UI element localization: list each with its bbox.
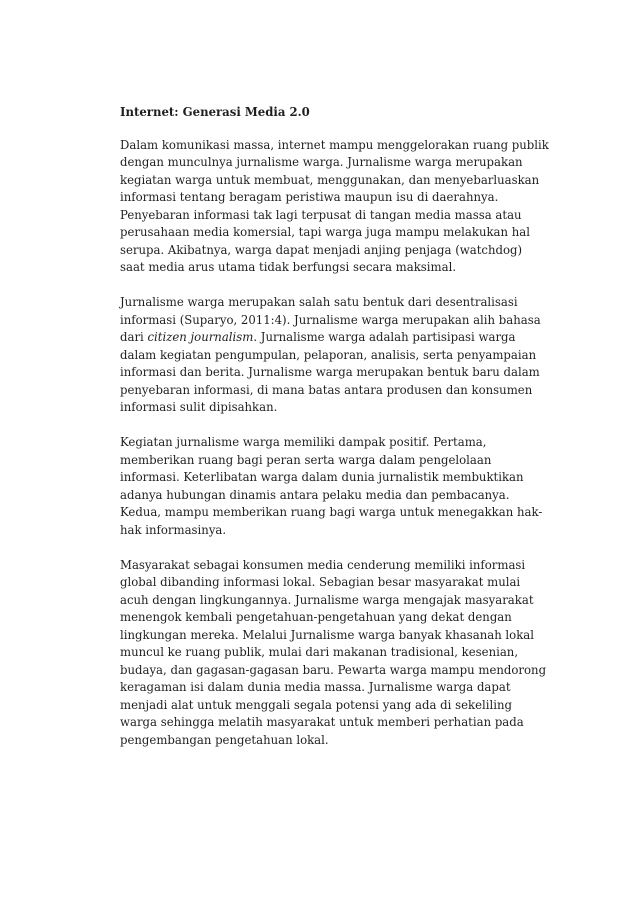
paragraph-2	[120, 294, 550, 417]
paragraph-2-text-before: Jurnalisme warga merupakan salah satu bentuk dari desentralisasi informasi (Suparyo, 2011:4). Jurnalisme warga merupakan alih bahasa dari	[120, 295, 541, 344]
document-body	[120, 104, 550, 767]
document-title: Internet: Generasi Media 2.0	[120, 105, 310, 119]
paragraph-4: Masyarakat sebagai konsumen media cenderung memiliki informasi global dibanding informasi lokal. Sebagian besar masyarakat mulai acuh dengan lingkungannya. Jurnalisme warga mengajak masyarakat menengok kembali pengetahuan-pengetahuan yang dekat dengan lingkungan mereka. Melalui Jurnalisme warga banyak khasanah lokal muncul ke ruang publik, mulai dari makanan tradisional, kesenian, budaya, dan gagasan-gagasan baru. Pewarta warga mampu mendorong keragaman isi dalam dunia media massa. Jurnalisme warga dapat menjadi alat untuk menggali segala potensi yang ada di sekeliling warga sehingga melatih masyarakat untuk memberi perhatian pada pengembangan pengetahuan lokal.	[120, 557, 547, 747]
paragraph-3: Kegiatan jurnalisme warga memiliki dampak positif. Pertama, memberikan ruang bagi peran serta warga dalam pengelolaan informasi. Keterlibatan warga dalam dunia jurnalistik membuktikan adanya hubungan dinamis antara pelaku media dan pembacanya. Kedua, mampu memberikan ruang bagi warga untuk menegakkan hak-hak informasinya.	[120, 435, 543, 537]
paragraph-2-text-after: . Jurnalisme warga adalah partisipasi warga dalam kegiatan pengumpulan, pelaporan, analisis, serta penyampaian informasi dan berita. Jurnalisme warga merupakan bentuk baru dalam penyebaran informasi, di mana batas antara produsen dan konsumen informasi sulit dipisahkan.	[120, 330, 540, 414]
paragraph-2-italic-term: citizen journalism	[147, 330, 254, 344]
paragraph-1: Dalam komunikasi massa, internet mampu menggelorakan ruang publik dengan munculnya jurnalisme warga. Jurnalisme warga merupakan kegiatan warga untuk membuat, menggunakan, dan menyebarluaskan informasi tentang beragam peristiwa maupun isu di daerahnya. Penyebaran informasi tak lagi terpusat di tangan media massa atau perusahaan media komersial, tapi warga juga mampu melakukan hal serupa. Akibatnya, warga dapat menjadi anjing penjaga (watchdog) saat media arus utama tidak berfungsi secara maksimal.	[120, 137, 549, 274]
